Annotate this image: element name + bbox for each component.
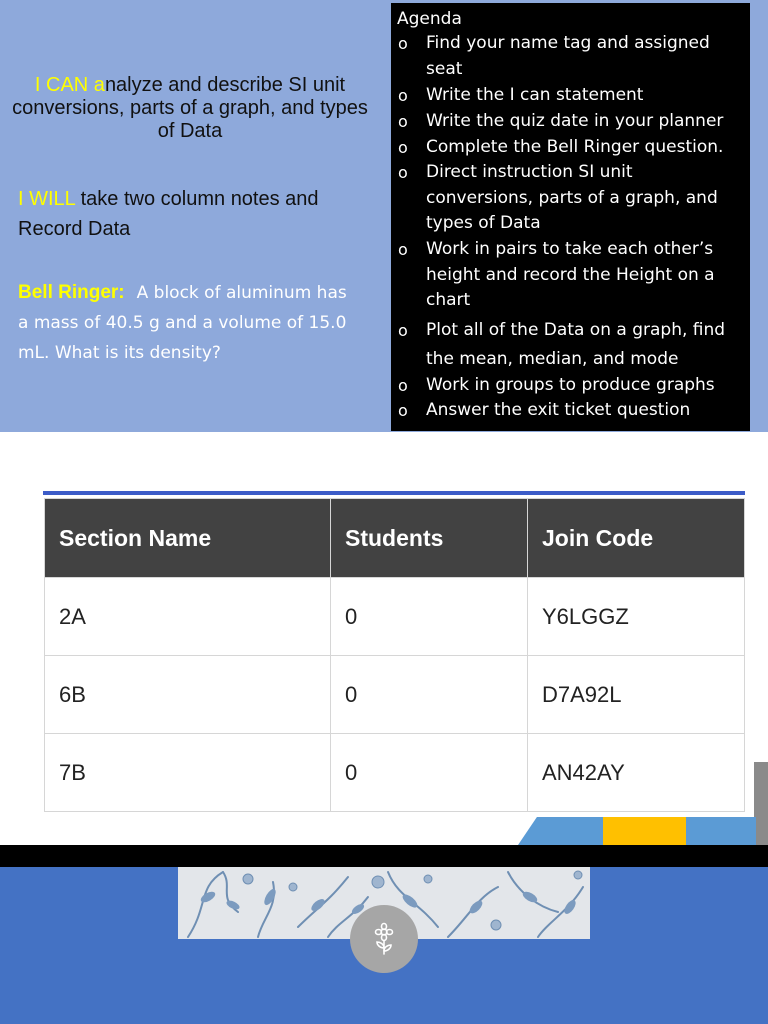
bullet-icon: o (398, 376, 408, 395)
agenda-item: o Work in groups to produce graphs (391, 373, 743, 399)
i-will-statement (18, 184, 368, 244)
bullet-icon: o (398, 86, 408, 105)
students-cell: 0 (331, 578, 528, 656)
i-will-text: take two column notes and Record Data (18, 188, 319, 240)
bullet-icon: o (398, 138, 408, 157)
agenda-item: o Find your name tag and assigned seat (398, 33, 710, 79)
decorative-gold-block (603, 817, 686, 845)
bullet-icon: o (398, 401, 408, 420)
bell-ringer (18, 278, 358, 368)
students-cell: 0 (331, 656, 528, 734)
agenda-panel (391, 3, 750, 431)
table-top-rule (43, 491, 745, 495)
footer-divider (0, 845, 768, 867)
agenda-item: o Complete the Bell Ringer question. (391, 135, 743, 161)
flower-icon (369, 922, 399, 956)
students-cell: 0 (331, 734, 528, 812)
bullet-icon: o (398, 163, 408, 182)
decorative-blue-block (518, 817, 604, 845)
section-name-cell[interactable]: 7B (45, 734, 331, 812)
i-will-prefix: I WILL (18, 188, 76, 210)
table-row[interactable] (45, 734, 745, 812)
sections-table (44, 498, 745, 812)
bullet-icon: o (398, 240, 408, 259)
agenda-item: o Write the quiz date in your planner (391, 109, 743, 135)
agenda-item: o Work in pairs to take each other’s height and record the Height on a chart (398, 239, 715, 310)
bullet-icon: o (398, 321, 408, 340)
agenda-item: o Direct instruction SI unit conversions, parts of a graph, and types of Data (398, 162, 718, 233)
decorative-blue-block-right (686, 817, 756, 845)
bullet-icon: o (398, 112, 408, 131)
bullet-icon: o (398, 34, 408, 53)
agenda-item: o Plot all of the Data on a graph, find the mean, median, and mode (391, 316, 743, 374)
join-code-cell: D7A92L (528, 656, 745, 734)
footer-badge (350, 905, 418, 973)
table-row[interactable] (45, 656, 745, 734)
section-name-cell[interactable]: 6B (45, 656, 331, 734)
i-can-text: nalyze and describe SI unit conversions, parts of a graph, and types of Data (12, 74, 368, 142)
join-code-cell: Y6LGGZ (528, 578, 745, 656)
agenda-item: o Write the I can statement (391, 83, 743, 109)
i-can-prefix: I CAN a (34, 74, 105, 96)
agenda-title: Agenda (397, 9, 462, 29)
column-header-join-code: Join Code (528, 499, 745, 578)
column-header-section-name: Section Name (45, 499, 331, 578)
column-header-students: Students (331, 499, 528, 578)
table-header-row (45, 499, 745, 578)
i-can-statement (10, 74, 370, 143)
section-name-cell[interactable]: 2A (45, 578, 331, 656)
bell-ringer-label: Bell Ringer: (18, 282, 125, 303)
agenda-item: o Answer the exit ticket question (391, 398, 743, 424)
table-row[interactable] (45, 578, 745, 656)
bell-ringer-question: A block of aluminum has a mass of 40.5 g and a volume of 15.0 mL. What is its density? (18, 283, 347, 363)
join-code-cell: AN42AY (528, 734, 745, 812)
decorative-side-bar (754, 762, 768, 846)
